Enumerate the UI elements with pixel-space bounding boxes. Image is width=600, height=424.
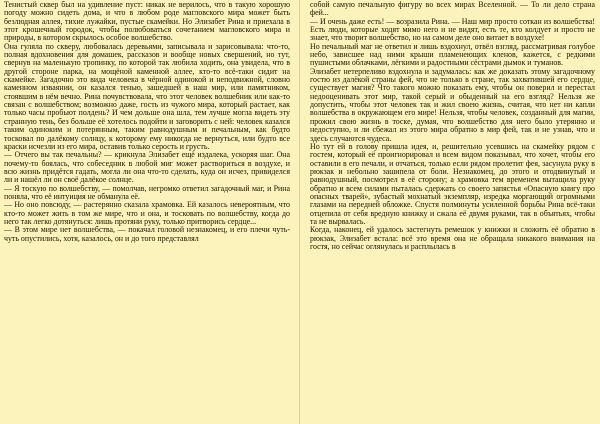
paragraph: Тенистый сквер был на удивление пуст: никак не верилось, что в такую хорошую погоду можно сидеть дома, и что в любом роде магловского мира может быть безлюдная аллея, тихие лужайки, пустые скамейки. Но Элизабет Рина и приехала в этот крошечный городок, чтобы полюбоваться сочетанием магловского мира и природы, в котором скрылось особое волшебство.	[4, 1, 290, 43]
left-text-column	[4, 1, 290, 421]
paragraph: — Отчего вы так печальны? — крикнула Элизабет ещё издалека, ускоряя шаг. Она почему-то боялась, что собеседник в любой миг может раствориться в воздухе, и всю жизнь придётся гадать, могла ли она что-то сделать, куда он исчез, привиделся ли и нашёл ли он своё далёкое солнце.	[4, 150, 290, 185]
paragraph: — Но оно повсюду, — растерянно сказала храмовка. Ей казалось невероятным, что кто-то может жить в том же мире, что и она, и тосковать по волшебству, когда до него так легко дотянуться: лишь протяни руку, только притворись сердце...	[4, 200, 290, 226]
paragraph: собой самую печальную фигуру во всех мирах Вселенной. — То ли дело страна фей...	[310, 1, 595, 18]
paragraph: — Я тоскую по волшебству, — помолчав, негромко ответил загадочный маг, и Рина поняла, что её интуиция не обманула её.	[4, 183, 290, 201]
paragraph: Она гуляла по скверу, любовалась деревьями, записывала и зарисовывала: что-то, полная вдохновения для домашек, рассказов и вообще новых свершений, но тут, свернув на маленькую тропинку, по которой так любила ходить, она увидела, что в другой стороне парка, на мощёной каменной аллее, кто-то всё-таки сидит на скамейке. Загадочно это вида человека в чёрной одинокой и неподвижной, словно каменном изваянии, он казался тенью, зашедшей в наш мир, или памятником, стоявшим в нём вечно. Рина почувствовала, что этот человек волшебник или как-то связан с волшебством; возможно даже, гость из чужого мира, который растает, как только часы пробьют полдень? И чем дольше она шла, тем лучше могла видеть эту странную тень, без больше её хотелось подойти и заговорить с ней: человек казался таким одиноким и потерянным, таким равнодушным и печальным, как будто тосковал по далёкому солнцу, к которому ему никогда не вернуться, или будто все краски исчезли из его мира, оставив только серость и грусть.	[4, 41, 290, 151]
paragraph: Когда, наконец, ей удалось застегнуть ремешок у книжки и сложить её обратно в рюкзак, Элизабет встала: всё это время она не обращала никакого внимания на гостя, но сейчас оглянулась и расплылась в	[310, 225, 595, 251]
paragraph: — В этом мире нет волшебства, — покачал головой незнакомец, и его плечи чуть-чуть опустились, хотя, казалось, он и до того представлял	[4, 225, 290, 243]
paragraph: — И очень даже есть! — возразила Рина. — Наш мир просто соткан из волшебства! Есть люди, которые ходят мимо него и не видят, есть те, кто колдует и просто не знает, что творит волшебство, но на самом деле оно витает в воздухе!	[310, 16, 595, 43]
column-divider	[299, 0, 300, 424]
paragraph: Но тут ей в голову пришла идея, и, решительно усевшись на скамейку рядом с гостем, который её проигнорировал и всем видом показывал, что хочет, чтобы его оставили в его печали, и отчаться, только если рядом пролетит фея, засунула руку в рюкзак и небольно зашипела от боли. Незнакомец, до этого и отодвинутый и равнодушный, посмотрел в её сторону; а храмовка тем временем вытащила руку обратно и всем силами пыталась сдержать со своего запястья «Опасную книгу про опасных тварей», зубастый мохнатый экземпляр, изредка моргающий огромными глазами на передней обложке. Спустя полминуты усиленной борьбы Рина всё-таки отцепила от себя вредную книжку и сжала её двумя руками, так в объятьях, чтобы та не вырвалась.	[310, 141, 595, 226]
paragraph: Элизабет нетерпеливо вздохнула и задумалась: как же доказать этому загадочному гостю из далёкой страны фей, что не только в стране, так захватившей его сердце, существует магия? Что такого можно показать ему, чтобы он поверил и перестал недооценивать этот мир, такой серый и обыденный на его взгляд? Нельзя же допустить, чтобы этот человек так и жил своею жизнь, считая, что нет ни капли волшебства в окружающем его мире! Нельзя, чтобы человек, созданный для магии, прожил свою жизнь в тоске, думая, что волшебство для него было утерянно и недоступно, и ли сбежал из этого мира обратно в мир фей, так и не узнав, что и здесь случаются чудеса.	[310, 66, 595, 143]
right-text-column	[310, 1, 595, 421]
paragraph: Но печальный маг не ответил и лишь вздохнул, отвёл взгляд, рассматривая голубое небо, зависшее над ними крыши пламенеющих кленов, кажется, с редкими пушистыми облачками, лёгкими и радостными сёстрами дымок и туманов.	[310, 41, 595, 68]
